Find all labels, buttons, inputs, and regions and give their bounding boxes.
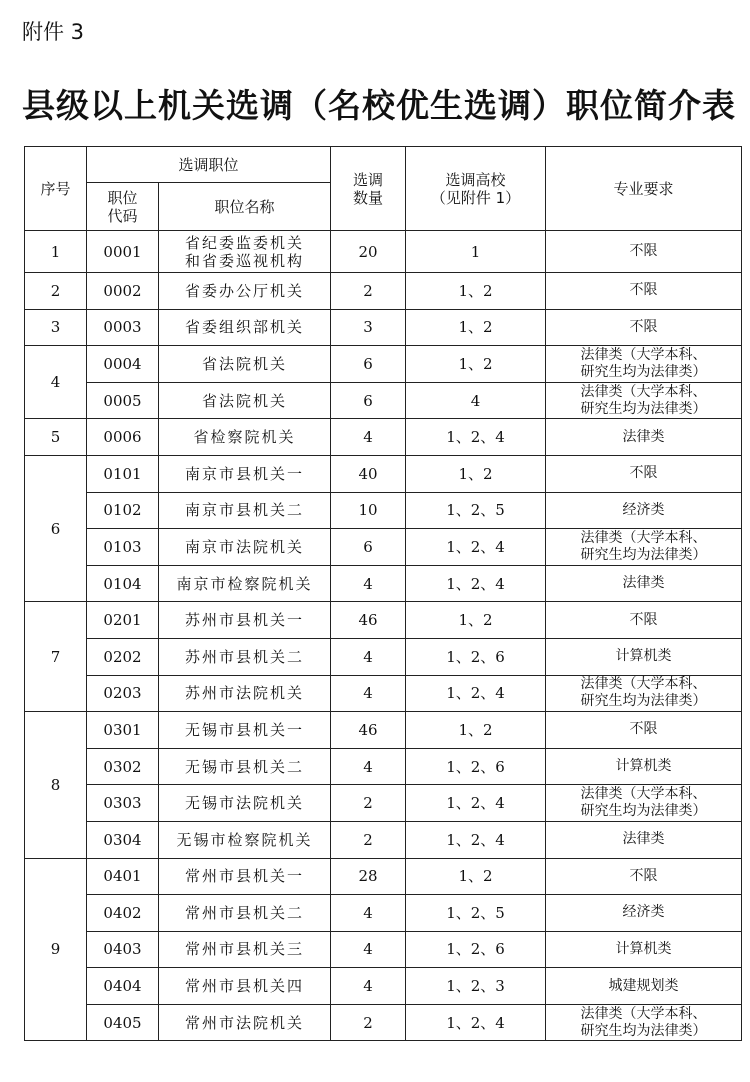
- name-cell: 省委办公厅机关: [159, 273, 331, 310]
- attachment-label: 附件 3: [22, 20, 85, 44]
- major-cell: 不限: [546, 309, 742, 346]
- document-title: 县级以上机关选调（名校优生选调）职位简介表: [22, 86, 736, 125]
- major-cell: 法律类（大学本科、 研究生均为法律类）: [546, 346, 742, 383]
- quota-cell: 2: [331, 1004, 406, 1041]
- schools-cell: 1、2、4: [406, 675, 546, 712]
- quota-cell: 4: [331, 895, 406, 932]
- table-row: [25, 748, 742, 785]
- table-row: [25, 931, 742, 968]
- name-cell: 无锡市法院机关: [159, 785, 331, 822]
- name-cell: 常州市县机关一: [159, 858, 331, 895]
- schools-cell: 1、2、6: [406, 931, 546, 968]
- major-cell: 法律类（大学本科、 研究生均为法律类）: [546, 529, 742, 566]
- code-cell: 0002: [87, 273, 159, 310]
- schools-cell: 1: [406, 231, 546, 273]
- name-cell: 南京市县机关一: [159, 455, 331, 492]
- code-cell: 0403: [87, 931, 159, 968]
- table-row: [25, 968, 742, 1005]
- seq-cell: 1: [25, 231, 87, 273]
- name-cell: 无锡市检察院机关: [159, 821, 331, 858]
- major-cell: 不限: [546, 231, 742, 273]
- major-cell: 不限: [546, 712, 742, 749]
- code-cell: 0304: [87, 821, 159, 858]
- header-schools-text: 选调高校 （见附件 1）: [430, 170, 521, 207]
- name-cell: 省纪委监委机关 和省委巡视机构: [159, 231, 331, 273]
- name-cell: 无锡市县机关一: [159, 712, 331, 749]
- quota-cell: 6: [331, 346, 406, 383]
- table-row: [25, 492, 742, 529]
- seq-cell: 8: [25, 712, 87, 858]
- seq-cell: 3: [25, 309, 87, 346]
- name-cell: 省法院机关: [159, 346, 331, 383]
- header-code-text: 职位 代码: [107, 188, 138, 225]
- major-cell: 法律类: [546, 419, 742, 456]
- seq-cell: 9: [25, 858, 87, 1041]
- name-cell: 苏州市县机关一: [159, 602, 331, 639]
- header-position-group: 选调职位: [87, 147, 331, 183]
- code-cell: 0003: [87, 309, 159, 346]
- schools-cell: 1、2、4: [406, 565, 546, 602]
- code-cell: 0302: [87, 748, 159, 785]
- schools-cell: 1、2、4: [406, 1004, 546, 1041]
- table-row: [25, 1004, 742, 1041]
- name-cell: 省检察院机关: [159, 419, 331, 456]
- quota-cell: 4: [331, 968, 406, 1005]
- name-cell: 苏州市县机关二: [159, 638, 331, 675]
- table-row: [25, 231, 742, 273]
- table-row: [25, 638, 742, 675]
- table-row: [25, 455, 742, 492]
- quota-cell: 6: [331, 529, 406, 566]
- name-cell: 常州市县机关四: [159, 968, 331, 1005]
- code-cell: 0104: [87, 565, 159, 602]
- schools-cell: 4: [406, 382, 546, 419]
- code-cell: 0103: [87, 529, 159, 566]
- name-cell: 常州市县机关二: [159, 895, 331, 932]
- name-cell: 无锡市县机关二: [159, 748, 331, 785]
- schools-cell: 1、2: [406, 602, 546, 639]
- major-cell: 经济类: [546, 895, 742, 932]
- code-cell: 0102: [87, 492, 159, 529]
- code-cell: 0401: [87, 858, 159, 895]
- table-row: [25, 565, 742, 602]
- header-quota-text: 选调 数量: [353, 170, 384, 207]
- code-cell: 0404: [87, 968, 159, 1005]
- code-cell: 0303: [87, 785, 159, 822]
- header-schools: [406, 147, 546, 231]
- quota-cell: 2: [331, 273, 406, 310]
- schools-cell: 1、2: [406, 455, 546, 492]
- table-row: [25, 821, 742, 858]
- quota-cell: 4: [331, 419, 406, 456]
- schools-cell: 1、2: [406, 712, 546, 749]
- major-cell: 计算机类: [546, 748, 742, 785]
- quota-cell: 40: [331, 455, 406, 492]
- major-cell: 法律类（大学本科、 研究生均为法律类）: [546, 382, 742, 419]
- name-cell: 常州市法院机关: [159, 1004, 331, 1041]
- schools-cell: 1、2、6: [406, 748, 546, 785]
- code-cell: 0301: [87, 712, 159, 749]
- schools-cell: 1、2: [406, 346, 546, 383]
- table-row: [25, 529, 742, 566]
- major-cell: 经济类: [546, 492, 742, 529]
- major-cell: 法律类（大学本科、 研究生均为法律类）: [546, 1004, 742, 1041]
- major-cell: 法律类: [546, 565, 742, 602]
- name-cell: 省委组织部机关: [159, 309, 331, 346]
- schools-cell: 1、2、6: [406, 638, 546, 675]
- name-cell: 南京市法院机关: [159, 529, 331, 566]
- code-cell: 0405: [87, 1004, 159, 1041]
- name-cell: 苏州市法院机关: [159, 675, 331, 712]
- table-row: [25, 895, 742, 932]
- code-cell: 0101: [87, 455, 159, 492]
- major-cell: 计算机类: [546, 931, 742, 968]
- schools-cell: 1、2: [406, 309, 546, 346]
- quota-cell: 46: [331, 712, 406, 749]
- table-row: [25, 785, 742, 822]
- quota-cell: 20: [331, 231, 406, 273]
- quota-cell: 2: [331, 821, 406, 858]
- positions-table: [24, 146, 742, 1041]
- code-cell: 0001: [87, 231, 159, 273]
- table-body: [25, 231, 742, 1041]
- header-code: [87, 183, 159, 231]
- schools-cell: 1、2、4: [406, 785, 546, 822]
- name-cell: 省法院机关: [159, 382, 331, 419]
- major-cell: 不限: [546, 455, 742, 492]
- quota-cell: 28: [331, 858, 406, 895]
- quota-cell: 4: [331, 931, 406, 968]
- name-cell: 南京市县机关二: [159, 492, 331, 529]
- major-cell: 城建规划类: [546, 968, 742, 1005]
- code-cell: 0006: [87, 419, 159, 456]
- schools-cell: 1、2、4: [406, 821, 546, 858]
- major-cell: 不限: [546, 858, 742, 895]
- schools-cell: 1、2、4: [406, 419, 546, 456]
- table-row: [25, 309, 742, 346]
- table-row: [25, 419, 742, 456]
- quota-cell: 6: [331, 382, 406, 419]
- table-row: [25, 382, 742, 419]
- table-row: [25, 346, 742, 383]
- quota-cell: 4: [331, 675, 406, 712]
- header-name: 职位名称: [159, 183, 331, 231]
- code-cell: 0203: [87, 675, 159, 712]
- major-cell: 法律类（大学本科、 研究生均为法律类）: [546, 785, 742, 822]
- schools-cell: 1、2: [406, 858, 546, 895]
- name-cell: 南京市检察院机关: [159, 565, 331, 602]
- schools-cell: 1、2、5: [406, 895, 546, 932]
- major-cell: 不限: [546, 273, 742, 310]
- code-cell: 0004: [87, 346, 159, 383]
- seq-cell: 6: [25, 455, 87, 601]
- schools-cell: 1、2、4: [406, 529, 546, 566]
- seq-cell: 5: [25, 419, 87, 456]
- quota-cell: 46: [331, 602, 406, 639]
- header-major: 专业要求: [546, 147, 742, 231]
- code-cell: 0201: [87, 602, 159, 639]
- code-cell: 0402: [87, 895, 159, 932]
- schools-cell: 1、2: [406, 273, 546, 310]
- schools-cell: 1、2、5: [406, 492, 546, 529]
- quota-cell: 2: [331, 785, 406, 822]
- code-cell: 0202: [87, 638, 159, 675]
- major-cell: 法律类: [546, 821, 742, 858]
- seq-cell: 2: [25, 273, 87, 310]
- table-row: [25, 273, 742, 310]
- seq-cell: 7: [25, 602, 87, 712]
- quota-cell: 4: [331, 638, 406, 675]
- code-cell: 0005: [87, 382, 159, 419]
- table-row: [25, 712, 742, 749]
- name-cell: 常州市县机关三: [159, 931, 331, 968]
- quota-cell: 3: [331, 309, 406, 346]
- major-cell: 不限: [546, 602, 742, 639]
- table-row: [25, 675, 742, 712]
- quota-cell: 4: [331, 565, 406, 602]
- schools-cell: 1、2、3: [406, 968, 546, 1005]
- major-cell: 法律类（大学本科、 研究生均为法律类）: [546, 675, 742, 712]
- major-cell: 计算机类: [546, 638, 742, 675]
- table-row: [25, 858, 742, 895]
- table-row: [25, 602, 742, 639]
- header-seq: 序号: [25, 147, 87, 231]
- seq-cell: 4: [25, 346, 87, 419]
- header-quota: [331, 147, 406, 231]
- quota-cell: 4: [331, 748, 406, 785]
- quota-cell: 10: [331, 492, 406, 529]
